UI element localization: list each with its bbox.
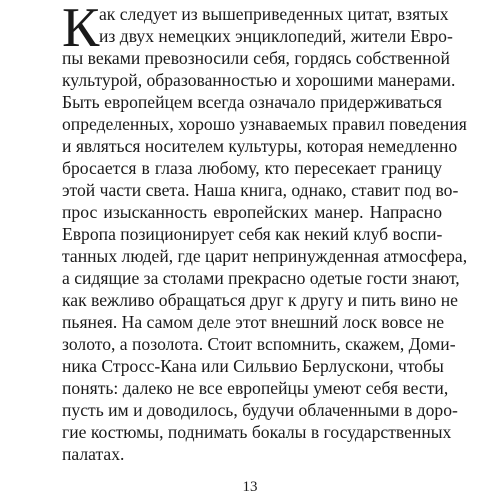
text-line: пы веками превозносили себя, гордясь собственной bbox=[62, 48, 450, 68]
text-line: а сидящие за столами прекрасно одетые гости знают, bbox=[62, 268, 460, 288]
text-line: культурой, образованностью и хорошими манерами. bbox=[62, 70, 456, 90]
text-line: пьянея. На самом деле этот внешний лоск вовсе не bbox=[62, 312, 445, 332]
text-line: бросается в глаза любому, кто пересекает границу bbox=[62, 158, 442, 178]
text-line: этой части света. Наша книга, однако, ставит под во- bbox=[62, 180, 459, 200]
text-line: Быть европейцем всегда означало придерживаться bbox=[62, 92, 442, 112]
text-line: Европа позиционирует себя как некий клуб воспи- bbox=[62, 224, 443, 244]
text-line: золото, а позолота. Стоит вспомнить, скажем, Доми- bbox=[62, 334, 456, 354]
text-line: как вежливо обращаться друг к другу и пить вино не bbox=[62, 290, 458, 310]
text-line: пусть им и доводилось, будучи облаченными в доро- bbox=[62, 400, 458, 420]
page-number: 13 bbox=[242, 479, 258, 495]
text-line: определенных, хорошо узнаваемых правил поведения bbox=[62, 114, 467, 134]
text-line: палатах. bbox=[62, 444, 125, 464]
text-line: гие костюмы, поднимать бокалы в государственных bbox=[62, 422, 452, 442]
text-line: прос изысканность европейских манер. Напрасно bbox=[62, 202, 442, 222]
drop-cap: К bbox=[62, 0, 100, 59]
text-line: понять: далеко не все европейцы умеют себя вести, bbox=[62, 378, 449, 398]
text-line: из двух немецких энциклопедий, жители Евро- bbox=[99, 26, 453, 46]
text-line: и являться носителем культуры, которая немедленно bbox=[62, 136, 458, 156]
text-line: ника Стросс-Кана или Сильвио Берлускони, чтобы bbox=[62, 356, 444, 376]
text-line: танных людей, где царит непринужденная атмосфера, bbox=[62, 246, 468, 266]
text-line: ак следует из вышеприведенных цитат, взятых bbox=[99, 4, 449, 24]
